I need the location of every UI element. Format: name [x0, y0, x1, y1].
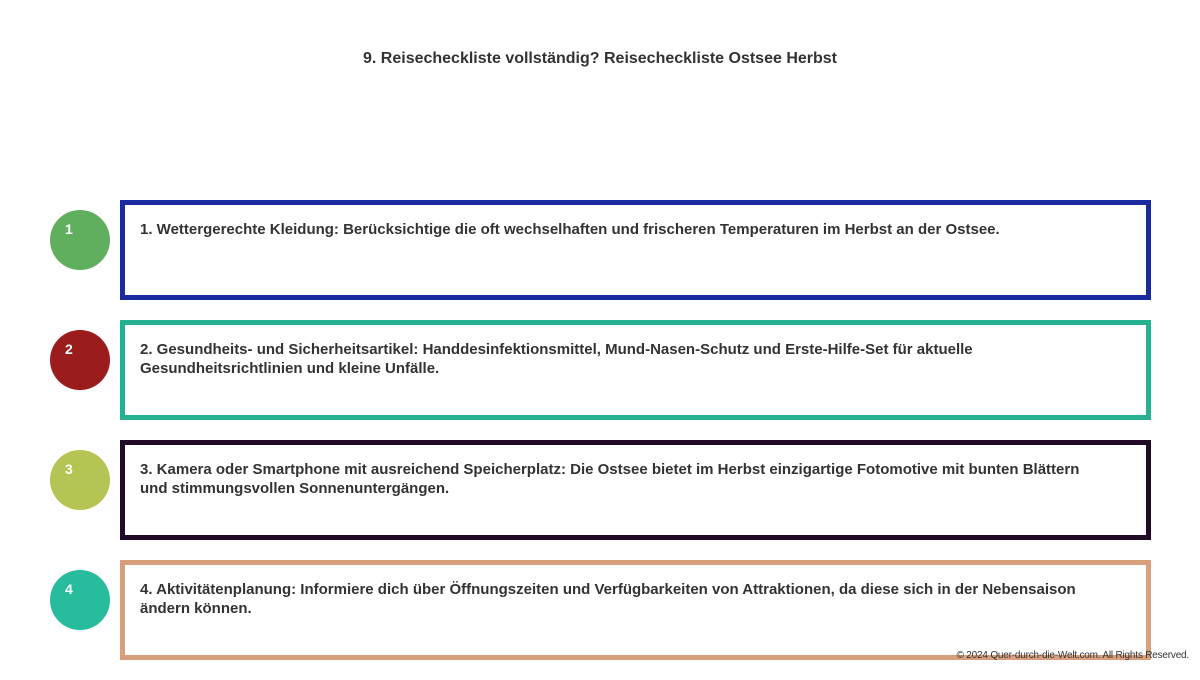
item-number-1: 1 — [65, 221, 73, 237]
item-number-2: 2 — [65, 341, 73, 357]
item-box-1 — [120, 200, 1151, 300]
item-box-4 — [120, 560, 1151, 660]
item-number-circle-3 — [50, 450, 110, 510]
item-box-2 — [120, 320, 1151, 420]
checklist-item-1 — [0, 200, 1200, 300]
checklist-item-4 — [0, 560, 1200, 660]
item-text-2: 2. Gesundheits- und Sicherheitsartikel: Handdesinfektionsmittel, Mund-Nasen-Schutz und Erste-Hilfe-Set für aktuelle Gesundheitsrichtlinien und kleine Unfälle. — [140, 341, 973, 377]
item-box-3 — [120, 440, 1151, 540]
checklist-item-3 — [0, 440, 1200, 540]
item-text-1: 1. Wettergerechte Kleidung: Berücksichtige die oft wechselhaften und frischeren Temperaturen im Herbst an der Ostsee. — [140, 221, 1000, 238]
page-title: 9. Reisecheckliste vollständig? Reisecheckliste Ostsee Herbst — [363, 50, 837, 67]
item-number-circle-4 — [50, 570, 110, 630]
checklist-item-2 — [0, 320, 1200, 420]
item-number-circle-2 — [50, 330, 110, 390]
item-number-circle-1 — [50, 210, 110, 270]
item-text-3: 3. Kamera oder Smartphone mit ausreichend Speicherplatz: Die Ostsee bietet im Herbst einzigartige Fotomotive mit bunten Blättern und stimmungsvollen Sonnenuntergängen. — [140, 461, 1080, 497]
item-number-4: 4 — [65, 581, 73, 597]
copyright-footer: © 2024 Quer-durch-die-Welt.com. All Rights Reserved. — [956, 650, 1189, 661]
item-number-3: 3 — [65, 461, 73, 477]
item-text-4: 4. Aktivitätenplanung: Informiere dich über Öffnungszeiten und Verfügbarkeiten von Attraktionen, da diese sich in der Nebensaison ändern können. — [140, 581, 1076, 617]
